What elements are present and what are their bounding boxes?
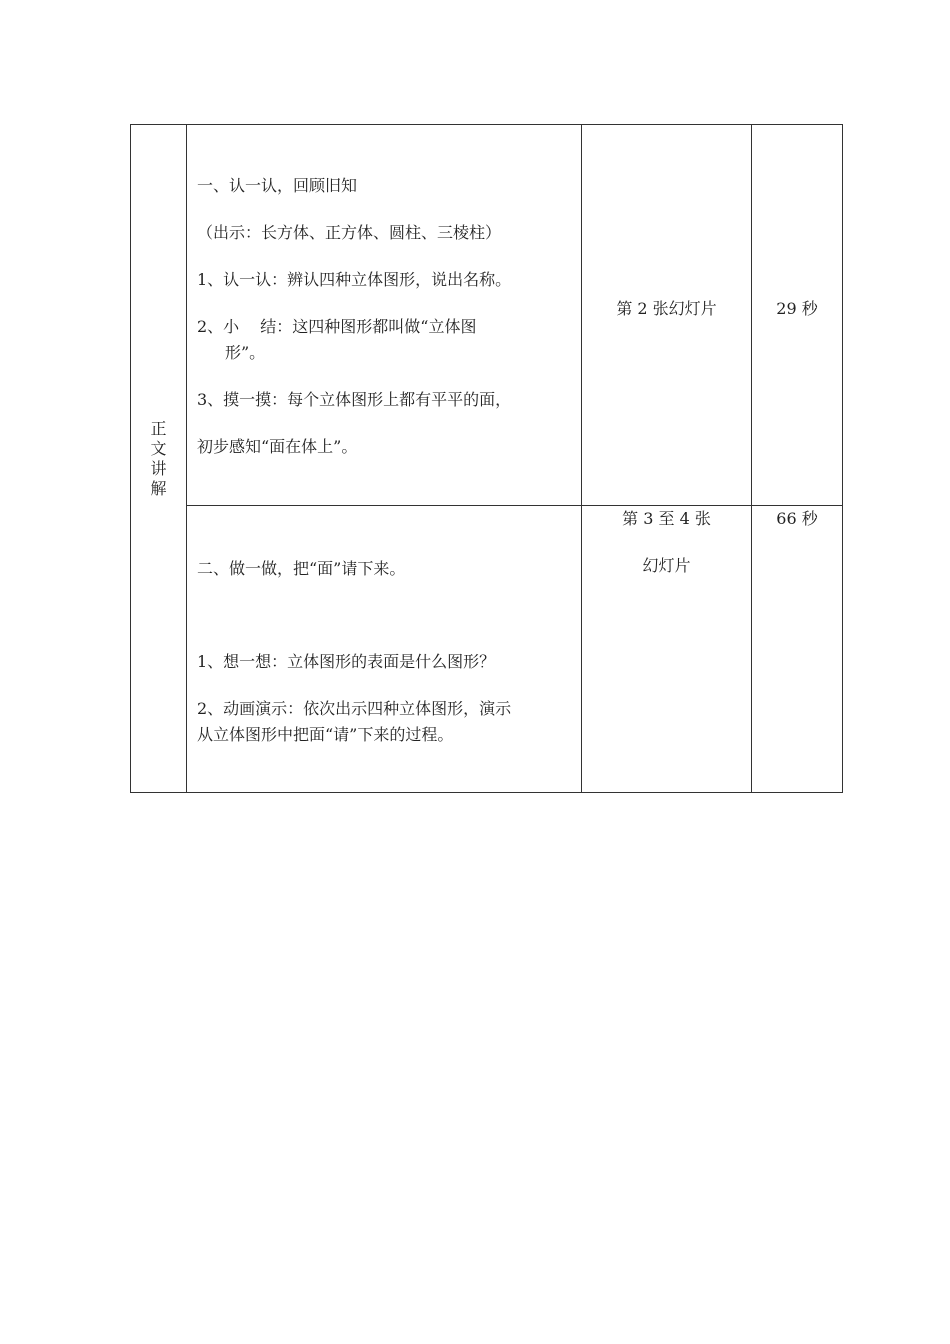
content-line: 3、摸一摸：每个立体图形上都有平平的面， — [197, 390, 512, 409]
slide-cell — [582, 125, 752, 506]
table-row — [131, 506, 843, 793]
slide-cell — [582, 506, 752, 793]
time-label: 29 秒 — [776, 299, 818, 318]
content-line: 2、小 结：这四种图形都叫做“立体图 — [197, 317, 477, 336]
slide-label: 第 2 张幻灯片 — [616, 299, 717, 318]
content-line: 二、做一做，把“面”请下来。 — [197, 559, 406, 578]
section-cell — [131, 125, 187, 793]
lesson-table — [130, 124, 843, 793]
content-cell — [187, 506, 582, 793]
slide-label: 第 3 至 4 张 — [622, 509, 711, 528]
section-label: 正文讲解 — [150, 418, 167, 498]
content-line: 一、认一认，回顾旧知 — [197, 176, 358, 195]
content-line: 1、想一想：立体图形的表面是什么图形？ — [197, 652, 496, 671]
content-line: 从立体图形中把面“请”下来的过程。 — [197, 725, 454, 744]
content-cell — [187, 125, 582, 506]
slide-label: 幻灯片 — [642, 556, 691, 575]
content-line: 1、认一认：辨认四种立体图形，说出名称。 — [197, 270, 512, 289]
table-row — [131, 125, 843, 506]
time-cell — [752, 506, 843, 793]
content-line: 初步感知“面在体上”。 — [197, 437, 358, 456]
time-label: 66 秒 — [776, 509, 818, 528]
content-line: 2、动画演示：依次出示四种立体图形，演示 — [197, 699, 512, 718]
content-line: （出示：长方体、正方体、圆柱、三棱柱） — [197, 223, 502, 242]
time-cell — [752, 125, 843, 506]
content-line: 形”。 — [225, 343, 266, 362]
